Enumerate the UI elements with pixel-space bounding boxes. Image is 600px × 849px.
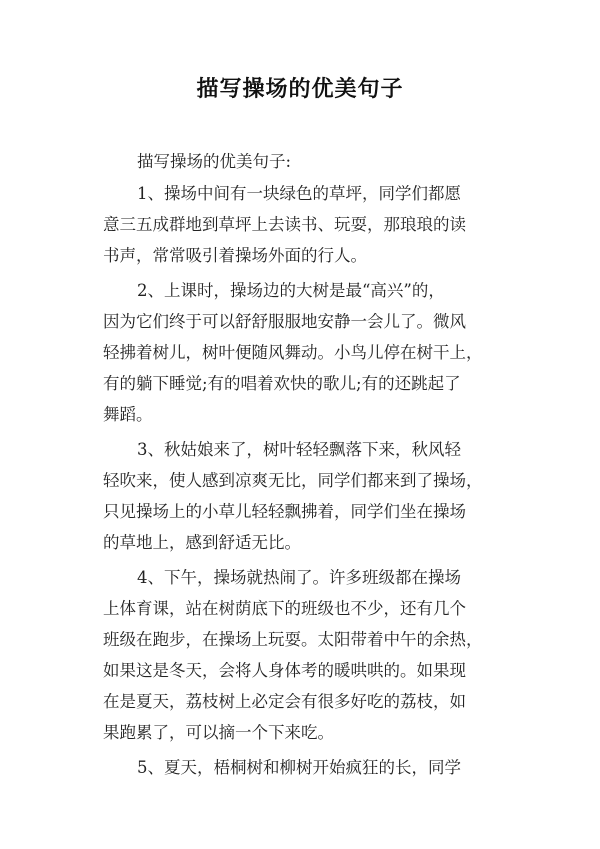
text-line: 班级在跑步，在操场上玩耍。太阳带着中午的余热， [103,630,483,649]
text-line: 意三五成群地到草坪上去读书、玩耍，那琅琅的读 [103,215,466,234]
text-line: 如果这是冬天，会将人身体考的暖哄哄的。如果现 [103,661,466,680]
text-line: 舞蹈。 [103,405,153,424]
text-line: 5、夏天，梧桐树和柳树开始疯狂的长，同学 [137,758,461,777]
text-line: 有的躺下睡觉;有的唱着欢快的歌儿;有的还跳起了 [103,374,461,393]
text-line: 只见操场上的小草儿轻轻飘拂着，同学们坐在操场 [103,502,466,521]
text-line: 1、操场中间有一块绿色的草坪，同学们都愿 [137,184,461,203]
page-title: 描写操场的优美句子 [196,77,404,102]
text-line: 4、下午，操场就热闹了。许多班级都在操场 [137,568,461,587]
text-line: 轻拂着树儿，树叶便随风舞动。小鸟儿停在树干上， [103,343,483,362]
text-line: 果跑累了，可以摘一个下来吃。 [103,723,334,742]
intro-line: 描写操场的优美句子: [137,152,292,171]
text-line: 因为它们终于可以舒舒服服地安静一会儿了。微风 [103,312,466,331]
text-line: 的草地上，感到舒适无比。 [103,533,301,552]
text-line: 在是夏天，荔枝树上必定会有很多好吃的荔枝，如 [103,692,466,711]
text-line: 3、秋姑娘来了，树叶轻轻飘落下来，秋风轻 [137,440,461,459]
text-line: 2、上课时，操场边的大树是最“高兴”的， [137,281,445,300]
text-line: 书声，常常吸引着操场外面的行人。 [103,246,367,265]
text-line: 上体育课，站在树荫底下的班级也不少，还有几个 [103,599,466,618]
text-line: 轻吹来，使人感到凉爽无比，同学们都来到了操场， [103,471,483,490]
